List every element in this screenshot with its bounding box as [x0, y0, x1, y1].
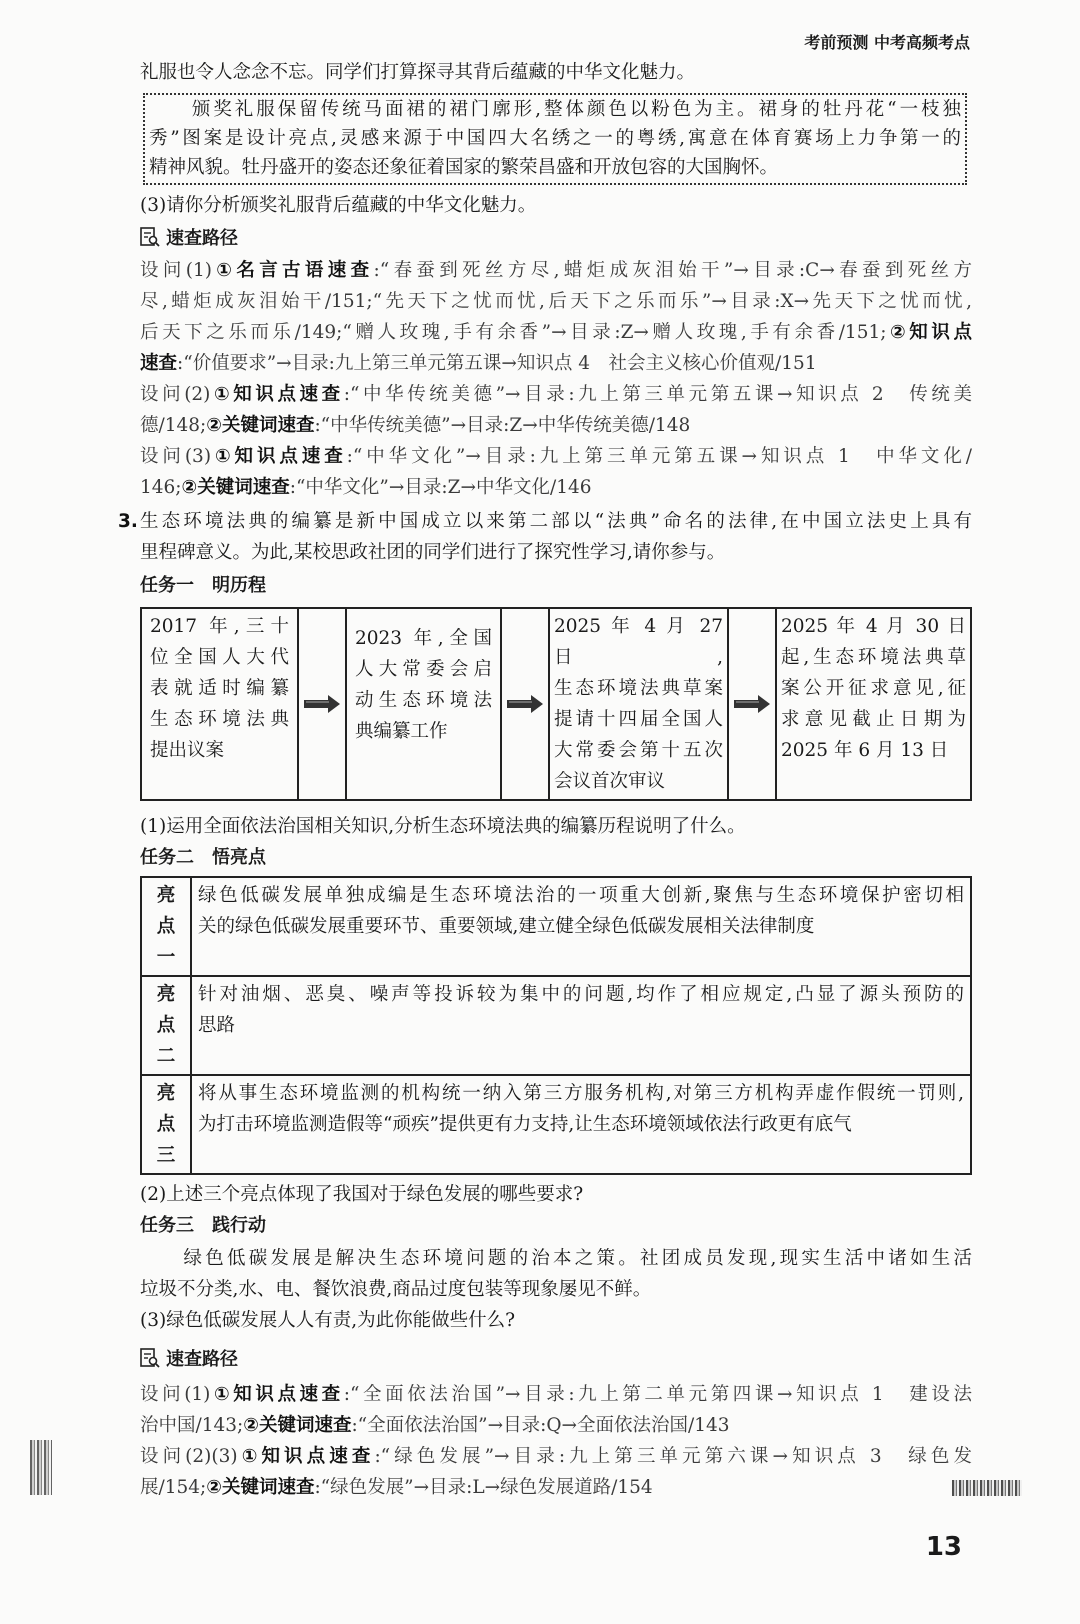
quick-path-segment: 设问(2)(3) [140, 1446, 238, 1467]
quick-path-line [140, 379, 972, 410]
scan-artifact [952, 1480, 1022, 1496]
quick-path-segment: 治中国/143; [140, 1415, 244, 1436]
quick-path-segment: ②关键词速查 [206, 415, 315, 436]
quick-path-line [140, 255, 972, 286]
question-2: (2)上述三个亮点体现了我国对于绿色发展的哪些要求? [140, 1184, 584, 1205]
timeline-line: 2017 年,三十 [150, 616, 289, 637]
task3-line: 垃圾不分类,水、电、餐饮浪费,商品过度包装等现象屡见不鲜。 [140, 1279, 652, 1300]
quick-path-segment: :“价值要求”→目录:九上第三单元第五课→知识点 4 社会主义核心价值观/151 [177, 353, 817, 374]
page-number: 13 [925, 1532, 962, 1562]
task1-title: 任务一 明历程 [140, 575, 266, 596]
quick-path-segment: 速查 [140, 353, 178, 374]
timeline-line: 位全国人大代 [150, 647, 289, 668]
quick-path-line [140, 1379, 972, 1410]
timeline-line: 生态环境法典草案 [554, 678, 723, 699]
highlights-table [140, 876, 972, 1175]
highlight-label-line: 三 [156, 1145, 176, 1166]
highlight-text [191, 976, 971, 1075]
quick-path-segment: 德/148; [140, 415, 207, 436]
quick-path-line [140, 410, 972, 441]
task2-title: 任务二 悟亮点 [140, 847, 266, 868]
quick-path-line [140, 441, 972, 472]
highlight-label-line: 一 [156, 947, 176, 968]
highlight-row [141, 976, 971, 1075]
quick-path-heading-1 [140, 223, 972, 254]
quick-path-line [140, 1472, 972, 1503]
timeline-line: 求意见截止日期为 [781, 709, 966, 730]
timeline-line: 动生态环境法 [355, 690, 492, 711]
timeline-line: 2025 年 4 月 30 日 [781, 616, 966, 637]
task3-title: 任务三 践行动 [140, 1215, 266, 1236]
arrow-right-icon [729, 609, 777, 799]
quick-path-label: 速查路径 [166, 228, 238, 249]
highlight-row [141, 877, 971, 976]
scan-artifact [30, 1440, 52, 1495]
quick-path-heading-2 [140, 1344, 972, 1375]
quick-path-segment: ①知识点速查 [210, 384, 344, 405]
quick-path-segment: ②关键词速查 [206, 1477, 315, 1498]
highlight-label [141, 976, 191, 1075]
quick-path-segment: ①知识点速查 [211, 446, 347, 467]
highlight-label [141, 877, 191, 976]
question-3-prev: (3)请你分析颁奖礼服背后蕴藏的中华文化魅力。 [140, 195, 537, 216]
quick-path-segment: 展/154; [140, 1477, 207, 1498]
quick-path-segment: :“绿色发展”→目录:九上第三单元第六课→知识点 3 绿色发 [374, 1446, 972, 1467]
quick-path-line [140, 286, 972, 317]
timeline-line: 提请十四届全国人 [554, 709, 723, 730]
timeline-line: 2025 年 4 月 27 日, [554, 616, 723, 668]
timeline-line: 人大常委会启 [355, 659, 492, 680]
highlight-label-line: 亮点 [156, 984, 176, 1036]
material-box [143, 93, 967, 185]
quick-path-line [140, 1441, 972, 1472]
timeline-line: 提出议案 [150, 740, 225, 761]
timeline-line: 起,生态环境法典草 [781, 647, 966, 668]
quick-path-segment: ②知识点 [886, 322, 972, 343]
quick-path-segment: :“中华传统美德”→目录:九上第三单元第五课→知识点 2 传统美 [343, 384, 972, 405]
question-1: (1)运用全面依法治国相关知识,分析生态环境法典的编纂历程说明了什么。 [140, 816, 746, 837]
timeline-step [777, 609, 970, 799]
highlight-label-line: 二 [156, 1046, 176, 1067]
quick-path-segment: 尽,蜡炬成灰泪始干/151;“先天下之忧而忧,后天下之乐而乐”→目录:X→先天下之忧而忧, [140, 291, 972, 312]
quick-path-line [140, 1410, 972, 1441]
stem-line: 里程碑意义。为此,某校思政社团的同学们进行了探究性学习,请你参与。 [140, 542, 726, 563]
highlight-text-line: 思路 [198, 1015, 236, 1036]
arrow-right-icon [502, 609, 550, 799]
highlight-label [141, 1075, 191, 1174]
quick-path-segment: :“中华传统美德”→目录:Z→中华传统美德/148 [314, 415, 691, 436]
highlight-text-line: 为打击环境监测造假等“顽疾”提供更有力支持,让生态环境领域依法行政更有底气 [198, 1114, 852, 1135]
arrow-right-icon [299, 609, 347, 799]
timeline-line: 表就适时编纂 [150, 678, 289, 699]
question-3: (3)绿色低碳发展人人有责,为此你能做些什么? [140, 1310, 516, 1331]
intro-line: 礼服也令人念念不忘。同学们打算探寻其背后蕴藏的中华文化魅力。 [140, 62, 696, 83]
quick-path-segment: :“全面依法治国”→目录:Q→全面依法治国/143 [351, 1415, 730, 1436]
quick-path-1 [140, 255, 972, 503]
page-content [118, 57, 972, 1624]
highlight-text-line: 将从事生态环境监测的机构统一纳入第三方服务机构,对第三方机构弄虚作假统一罚则, [198, 1083, 964, 1104]
stem-line: 生态环境法典的编纂是新中国成立以来第二部以“法典”命名的法律,在中国立法史上具有 [140, 511, 972, 532]
running-header: 考前预测 中考高频考点 [804, 33, 970, 52]
quick-path-line [140, 472, 972, 503]
timeline-flow [140, 607, 972, 801]
timeline-step [347, 609, 502, 799]
search-document-icon [140, 1347, 160, 1367]
quick-path-segment: ②关键词速查 [181, 477, 290, 498]
quick-path-segment: 设问(2) [140, 384, 211, 405]
quick-path-segment: ①知识点速查 [237, 1446, 375, 1467]
highlight-label-line: 亮点 [156, 885, 176, 937]
quick-path-segment: 设问(3) [140, 446, 212, 467]
timeline-step [142, 609, 299, 799]
timeline-step [550, 609, 729, 799]
quick-path-segment: :“中华文化”→目录:Z→中华文化/146 [289, 477, 592, 498]
quick-path-segment: :“春蚕到死丝方尽,蜡炬成灰泪始干”→目录:C→春蚕到死丝方 [373, 260, 972, 281]
quick-path-line [140, 348, 972, 379]
timeline-line: 2025 年 6 月 13 日 [781, 740, 949, 761]
highlight-label-line: 亮点 [156, 1083, 176, 1135]
quick-path-segment: ②关键词速查 [243, 1415, 352, 1436]
quick-path-label: 速查路径 [166, 1349, 238, 1370]
quick-path-2 [140, 1379, 972, 1503]
quick-path-segment: 设问(1) [140, 260, 212, 281]
quick-path-segment: :“中华文化”→目录:九上第三单元第五课→知识点 1 中华文化/ [346, 446, 972, 467]
highlight-text [191, 877, 971, 976]
task3-text [140, 1243, 972, 1305]
highlight-row [141, 1075, 971, 1174]
highlight-text [191, 1075, 971, 1174]
timeline-line: 生态环境法典 [150, 709, 289, 730]
timeline-line: 案公开征求意见,征 [781, 678, 966, 699]
material-line: 颁奖礼服保留传统马面裙的裙门廓形,整体颜色以粉色为主。裙身的牡丹花“一枝独 [149, 99, 961, 120]
highlight-text-line: 绿色低碳发展单独成编是生态环境法治的一项重大创新,聚焦与生态环境保护密切相 [198, 885, 964, 906]
task3-line: 绿色低碳发展是解决生态环境问题的治本之策。社团成员发现,现实生活中诸如生活 [140, 1248, 972, 1269]
highlight-text-line: 关的绿色低碳发展重要环节、重要领域,建立健全绿色低碳发展相关法律制度 [198, 916, 815, 937]
question-3-stem [118, 506, 972, 568]
question-number: 3. [118, 511, 138, 532]
quick-path-segment: 146; [140, 477, 182, 498]
search-document-icon [140, 226, 160, 246]
timeline-line: 典编纂工作 [355, 721, 448, 742]
timeline-line: 会议首次审议 [554, 771, 666, 792]
quick-path-segment: ①名言古语速查 [211, 260, 374, 281]
quick-path-segment: :“全面依法治国”→目录:九上第二单元第四课→知识点 1 建设法 [343, 1384, 972, 1405]
quick-path-segment: 后天下之乐而乐/149;“赠人玫瑰,手有余香”→目录:Z→赠人玫瑰,手有余香/151; [140, 322, 887, 343]
highlight-text-line: 针对油烟、恶臭、噪声等投诉较为集中的问题,均作了相应规定,凸显了源头预防的 [198, 984, 964, 1005]
material-line: 精神风貌。牡丹盛开的姿态还象征着国家的繁荣昌盛和开放包容的大国胸怀。 [149, 157, 779, 178]
quick-path-segment: 设问(1) [140, 1384, 211, 1405]
timeline-line: 大常委会第十五次 [554, 740, 723, 761]
quick-path-segment: ①知识点速查 [210, 1384, 344, 1405]
quick-path-line [140, 317, 972, 348]
quick-path-segment: :“绿色发展”→目录:L→绿色发展道路/154 [314, 1477, 653, 1498]
timeline-line: 2023 年,全国 [355, 628, 492, 649]
material-line: 秀”图案是设计亮点,灵感来源于中国四大名绣之一的粤绣,寓意在体育赛场上力争第一的 [149, 128, 961, 149]
